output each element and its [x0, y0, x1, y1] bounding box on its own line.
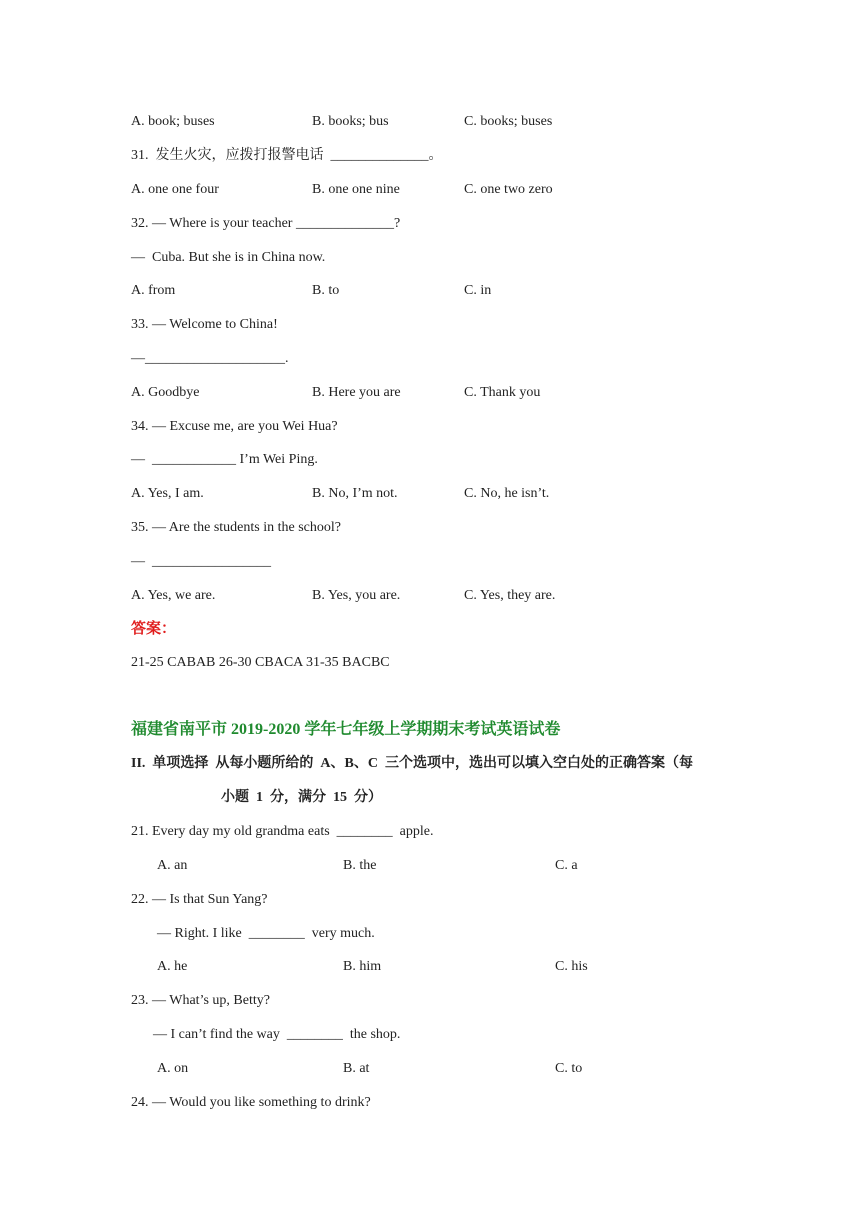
question-31: 31. 发生火灾，应拨打报警电话 ______________。 [131, 148, 443, 163]
q31-option-c: C. one two zero [464, 182, 553, 197]
q34-option-b: B. No, I’m not. [312, 486, 398, 501]
q21-option-b: B. the [343, 858, 377, 873]
q35-option-b: B. Yes, you are. [312, 588, 401, 603]
q22-option-a: A. he [157, 959, 188, 974]
q33-option-c: C. Thank you [464, 385, 541, 400]
question-22: 22. — Is that Sun Yang? [131, 892, 268, 907]
question-22-reply: — Right. I like ________ very much. [157, 926, 375, 941]
q30-option-c: C. books; buses [464, 114, 553, 129]
section-instruction-cont: 小题 1 分，满分 15 分） [221, 790, 382, 805]
question-32: 32. — Where is your teacher ______________? [131, 216, 401, 231]
answer-key: 21-25 CABAB 26-30 CBACA 31-35 BACBC [131, 655, 390, 670]
question-32-reply: — Cuba. But she is in China now. [131, 250, 326, 265]
q30-option-b: B. books; bus [312, 114, 389, 129]
question-23: 23. — What’s up, Betty? [131, 993, 270, 1008]
q22-option-b: B. him [343, 959, 382, 974]
answer-heading: 答案： [131, 621, 177, 637]
q32-option-c: C. in [464, 283, 492, 298]
q34-option-a: A. Yes, I am. [131, 486, 204, 501]
question-21: 21. Every day my old grandma eats ________ apple. [131, 824, 434, 839]
q23-option-b: B. at [343, 1061, 370, 1076]
question-34: 34. — Excuse me, are you Wei Hua? [131, 419, 338, 434]
q35-option-a: A. Yes, we are. [131, 588, 216, 603]
exam-title: 福建省南平市 2019-2020 学年七年级上学期期末考试英语试卷 [131, 721, 561, 738]
q21-option-a: A. an [157, 858, 188, 873]
q31-option-a: A. one one four [131, 182, 219, 197]
q32-option-a: A. from [131, 283, 176, 298]
question-24: 24. — Would you like something to drink? [131, 1095, 371, 1110]
question-35-reply: — _________________ [131, 554, 271, 569]
q21-option-c: C. a [555, 858, 578, 873]
section-instruction: II. 单项选择 从每小题所给的 A、B、C 三个选项中，选出可以填入空白处的正确答案（每 [131, 756, 693, 771]
question-33: 33. — Welcome to China! [131, 317, 278, 332]
q30-option-a: A. book; buses [131, 114, 215, 129]
q22-option-c: C. his [555, 959, 588, 974]
q35-option-c: C. Yes, they are. [464, 588, 556, 603]
q23-option-c: C. to [555, 1061, 583, 1076]
question-33-reply: —____________________. [131, 351, 289, 366]
question-23-reply: — I can’t find the way ________ the shop. [153, 1027, 401, 1042]
q34-option-c: C. No, he isn’t. [464, 486, 550, 501]
question-35: 35. — Are the students in the school? [131, 520, 341, 535]
q31-option-b: B. one one nine [312, 182, 400, 197]
q32-option-b: B. to [312, 283, 340, 298]
question-34-reply: — ____________ I’m Wei Ping. [131, 452, 318, 467]
q33-option-b: B. Here you are [312, 385, 401, 400]
q23-option-a: A. on [157, 1061, 189, 1076]
q33-option-a: A. Goodbye [131, 385, 200, 400]
